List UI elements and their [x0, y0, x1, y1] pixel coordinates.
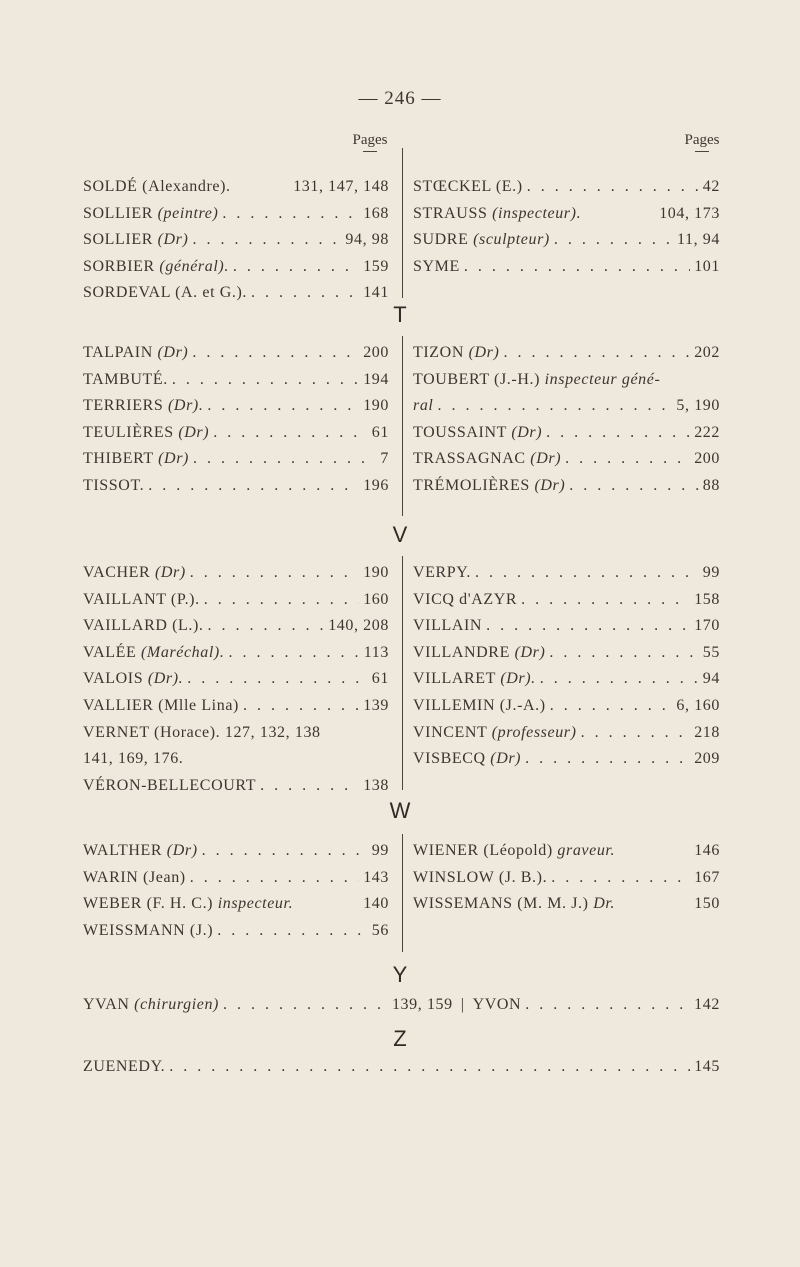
index-entry	[83, 201, 389, 228]
column-separator: |	[460, 996, 465, 1013]
index-entry	[83, 746, 389, 773]
leader-dots	[550, 693, 673, 720]
leader-dots	[549, 640, 698, 667]
index-entry-name: VALOIS (Dr).	[83, 670, 184, 688]
index-entry-pages: 150	[694, 895, 720, 913]
index-entry-pages: 99	[371, 842, 389, 859]
index-entry	[413, 473, 720, 500]
index-entry	[83, 773, 389, 800]
leader-dots	[540, 666, 699, 693]
index-entry	[83, 367, 389, 394]
leader-dots	[581, 720, 691, 747]
index-entry	[413, 254, 720, 281]
index-entry	[83, 891, 389, 918]
leader-dots	[228, 640, 359, 667]
index-entry-name: VALÉE (Maréchal).	[83, 643, 225, 661]
index-entry-pages: 139, 159	[391, 996, 453, 1013]
index-entry-name: VILLANDRE (Dr)	[413, 643, 546, 661]
index-entry	[413, 227, 720, 254]
index-entry-name: SOLLIER (Dr)	[83, 231, 189, 249]
index-entry-pages: 160	[363, 590, 389, 608]
index-entry-pages: 42	[702, 178, 720, 195]
pages-header-left-dash	[363, 151, 377, 152]
index-entry-name: STŒCKEL (E.)	[413, 178, 523, 195]
index-entry	[83, 838, 389, 865]
index-entry-pages: 222	[694, 423, 720, 441]
index-entry	[413, 693, 720, 720]
index-entry-name: VÉRON-BELLECOURT	[83, 776, 257, 794]
index-entry-name: VILLAIN	[413, 617, 483, 635]
pages-header-right	[672, 132, 732, 152]
index-entry-name: TOUBERT (J.-H.) inspecteur géné-	[413, 370, 661, 388]
index-entry-pages: 99	[702, 564, 720, 581]
leader-dots	[217, 918, 368, 945]
index-entry-name: TERRIERS (Dr).	[83, 397, 204, 415]
index-entry	[83, 393, 389, 420]
leader-dots	[243, 693, 359, 720]
index-entry-pages: 218	[694, 723, 720, 741]
index-entry-name: WISSEMANS (M. M. J.) Dr.	[413, 895, 615, 913]
index-entry-pages: 143	[363, 868, 389, 886]
section-v-left-column	[83, 560, 389, 799]
index-entry-pages: 101	[694, 257, 720, 275]
index-entry-name: VILLARET (Dr).	[413, 670, 536, 688]
section-w-right-column	[413, 838, 720, 918]
index-entry-name: TALPAIN (Dr)	[83, 344, 189, 361]
pages-header-left-label: Pages	[352, 132, 388, 148]
index-entry-name: WIENER (Léopold) graveur.	[413, 842, 616, 859]
index-entry-name: WARIN (Jean)	[83, 868, 186, 886]
leader-dots	[172, 367, 359, 394]
section-v-right-column	[413, 560, 720, 773]
index-entry-pages: 94	[702, 670, 720, 688]
section-y-row	[83, 996, 720, 1014]
index-entry	[83, 640, 389, 667]
index-entry-name: ZUENEDY.	[83, 1058, 166, 1075]
index-entry-name: THIBERT (Dr)	[83, 450, 189, 468]
index-entry-name: VERPY.	[413, 564, 471, 581]
section-t-right-column	[413, 340, 720, 500]
index-entry-name: SOLDÉ (Alexandre).	[83, 178, 231, 195]
index-entry-name: YVON	[472, 996, 522, 1013]
index-entry-pages: 209	[694, 750, 720, 768]
index-entry-pages: 61	[371, 423, 389, 441]
index-entry-name: SORBIER (général).	[83, 257, 229, 275]
index-entry-pages: 159	[363, 257, 389, 275]
index-entry	[413, 367, 720, 394]
leader-dots	[169, 1058, 690, 1076]
index-entry-name: SYME	[413, 257, 460, 275]
index-entry	[413, 865, 720, 892]
page-number: — 246 —	[358, 88, 442, 109]
leader-dots	[437, 393, 672, 420]
index-entry-name: WINSLOW (J. B.).	[413, 868, 548, 886]
index-entry-name: VAILLARD (L.).	[83, 617, 204, 635]
leader-dots	[569, 473, 699, 500]
index-entry-name: SOLLIER (peintre)	[83, 204, 219, 222]
pages-header-right-dash	[695, 151, 709, 152]
index-entry-name: VICQ d'AZYR	[413, 590, 518, 608]
leader-dots	[521, 587, 690, 614]
leader-dots	[525, 996, 690, 1014]
leader-dots	[148, 473, 359, 500]
index-entry	[413, 560, 720, 587]
index-entry-name: VILLEMIN (J.-A.)	[413, 696, 546, 714]
letter-heading-y: Y	[392, 962, 408, 987]
index-entry	[83, 254, 389, 281]
index-entry-name: TRASSAGNAC (Dr)	[413, 450, 562, 468]
index-entry	[413, 420, 720, 447]
leader-dots	[192, 340, 359, 367]
index-entry	[83, 227, 389, 254]
column-divider-w	[402, 834, 403, 952]
leader-dots	[527, 174, 699, 201]
section-t-left-column	[83, 340, 389, 500]
index-entry-pages: 158	[694, 590, 720, 608]
column-divider-v	[402, 556, 403, 790]
leader-dots	[190, 865, 359, 892]
leader-dots	[233, 254, 359, 281]
index-entry-pages: 5, 190	[676, 397, 720, 415]
index-entry	[413, 746, 720, 773]
index-entry-pages: 7	[380, 450, 389, 468]
index-entry-pages: 140	[363, 895, 389, 913]
index-entry	[413, 587, 720, 614]
letter-heading-w: W	[389, 798, 411, 823]
index-entry	[413, 393, 720, 420]
leader-dots	[193, 446, 376, 473]
index-entry	[413, 838, 720, 865]
index-entry	[413, 640, 720, 667]
index-entry	[413, 666, 720, 693]
index-entry-pages: 168	[363, 204, 389, 222]
index-entry	[83, 473, 389, 500]
index-entry	[413, 201, 720, 228]
column-divider-t	[402, 336, 403, 516]
index-entry-name: TISSOT.	[83, 476, 145, 494]
index-entry-name: YVAN (chirurgien)	[83, 996, 219, 1013]
section-s-left-column	[83, 174, 389, 307]
leader-dots	[204, 587, 359, 614]
index-entry	[83, 918, 389, 945]
index-entry	[413, 174, 720, 201]
index-entry-pages: 140, 208	[328, 617, 389, 635]
letter-heading-z: Z	[393, 1026, 407, 1051]
leader-dots	[546, 420, 690, 447]
leader-dots	[223, 996, 388, 1014]
leader-dots	[554, 227, 673, 254]
index-entry-pages: 145	[694, 1058, 720, 1075]
leader-dots	[503, 340, 690, 367]
index-entry-pages: 88	[702, 476, 720, 494]
leader-dots	[192, 227, 341, 254]
leader-dots	[190, 560, 359, 587]
index-entry-name: VISBECQ (Dr)	[413, 750, 522, 768]
index-entry	[83, 560, 389, 587]
index-entry-pages: 200	[694, 450, 720, 468]
index-entry	[83, 720, 389, 747]
index-entry	[413, 891, 720, 918]
index-entry-pages: 170	[694, 617, 720, 635]
index-entry	[413, 613, 720, 640]
index-entry	[413, 340, 720, 367]
index-entry-pages: 6, 160	[676, 696, 720, 714]
index-entry-name: 141, 169, 176.	[83, 750, 184, 768]
index-entry-pages: 190	[363, 397, 389, 415]
pages-header-left	[340, 132, 400, 152]
index-entry	[83, 420, 389, 447]
index-entry-pages: 94, 98	[345, 231, 389, 249]
index-entry-name: TOUSSAINT (Dr)	[413, 423, 543, 441]
leader-dots	[475, 560, 699, 587]
index-entry-pages: 11, 94	[676, 231, 720, 249]
index-entry	[413, 446, 720, 473]
index-entry	[83, 174, 389, 201]
index-entry	[83, 587, 389, 614]
index-entry	[83, 446, 389, 473]
index-entry	[83, 693, 389, 720]
leader-dots	[187, 666, 368, 693]
index-entry-pages: 104, 173	[659, 204, 720, 222]
letter-heading-t: T	[393, 302, 407, 327]
leader-dots	[551, 865, 690, 892]
index-entry-pages: 56	[371, 921, 389, 939]
index-entry	[83, 613, 389, 640]
leader-dots	[260, 773, 359, 800]
section-s-right-column	[413, 174, 720, 280]
index-entry-name: VAILLANT (P.).	[83, 590, 200, 608]
index-entry	[83, 340, 389, 367]
index-entry-name: VALLIER (Mlle Lina)	[83, 696, 239, 714]
index-entry-pages: 167	[694, 868, 720, 886]
index-entry-name: TRÉMOLIÈRES (Dr)	[413, 476, 566, 494]
leader-dots	[525, 746, 690, 773]
index-entry-pages: 131, 147, 148	[293, 178, 389, 195]
index-entry-name: ral	[413, 397, 434, 415]
leader-dots	[565, 446, 690, 473]
index-entry-name: VINCENT (professeur)	[413, 723, 577, 741]
index-entry-name: STRAUSS (inspecteur).	[413, 204, 582, 222]
column-divider-s	[402, 148, 403, 298]
index-entry-pages: 139	[363, 696, 389, 714]
index-entry-pages: 200	[363, 344, 389, 361]
index-entry-name: SORDEVAL (A. et G.).	[83, 284, 247, 302]
index-entry-pages: 194	[363, 370, 389, 388]
index-entry-name: WALTHER (Dr)	[83, 842, 198, 859]
leader-dots	[202, 838, 368, 865]
leader-dots	[464, 254, 690, 281]
index-entry-pages: 113	[363, 643, 389, 661]
index-entry-name: VACHER (Dr)	[83, 564, 186, 581]
letter-heading-v: V	[392, 522, 408, 547]
index-entry-name: SUDRE (sculpteur)	[413, 231, 550, 249]
index-entry-name: TEULIÈRES (Dr)	[83, 423, 210, 441]
index-entry-pages: 55	[702, 643, 720, 661]
index-entry-name: TIZON (Dr)	[413, 344, 500, 361]
index-entry-pages: 141	[363, 284, 389, 302]
index-entry-pages: 142	[694, 996, 720, 1013]
index-entry-name: WEISSMANN (J.)	[83, 921, 214, 939]
index-entry-pages: 190	[363, 564, 389, 581]
index-entry-name: TAMBUTÉ.	[83, 370, 168, 388]
index-entry-name: VERNET (Horace). 127, 132, 138	[83, 723, 321, 741]
index-entry	[83, 865, 389, 892]
leader-dots	[222, 201, 359, 228]
index-entry	[413, 720, 720, 747]
leader-dots	[207, 393, 359, 420]
index-entry-pages: 146	[694, 842, 720, 859]
leader-dots	[486, 613, 690, 640]
index-entry-name: WEBER (F. H. C.) inspecteur.	[83, 895, 294, 913]
index-entry-pages: 138	[363, 776, 389, 794]
pages-header-right-label: Pages	[684, 132, 720, 148]
index-entry-pages: 61	[371, 670, 389, 688]
section-w-left-column	[83, 838, 389, 944]
section-z-row	[83, 1058, 720, 1076]
leader-dots	[213, 420, 368, 447]
index-entry-pages: 202	[694, 344, 720, 361]
leader-dots	[208, 613, 325, 640]
index-entry	[83, 666, 389, 693]
index-entry-pages: 196	[363, 476, 389, 494]
